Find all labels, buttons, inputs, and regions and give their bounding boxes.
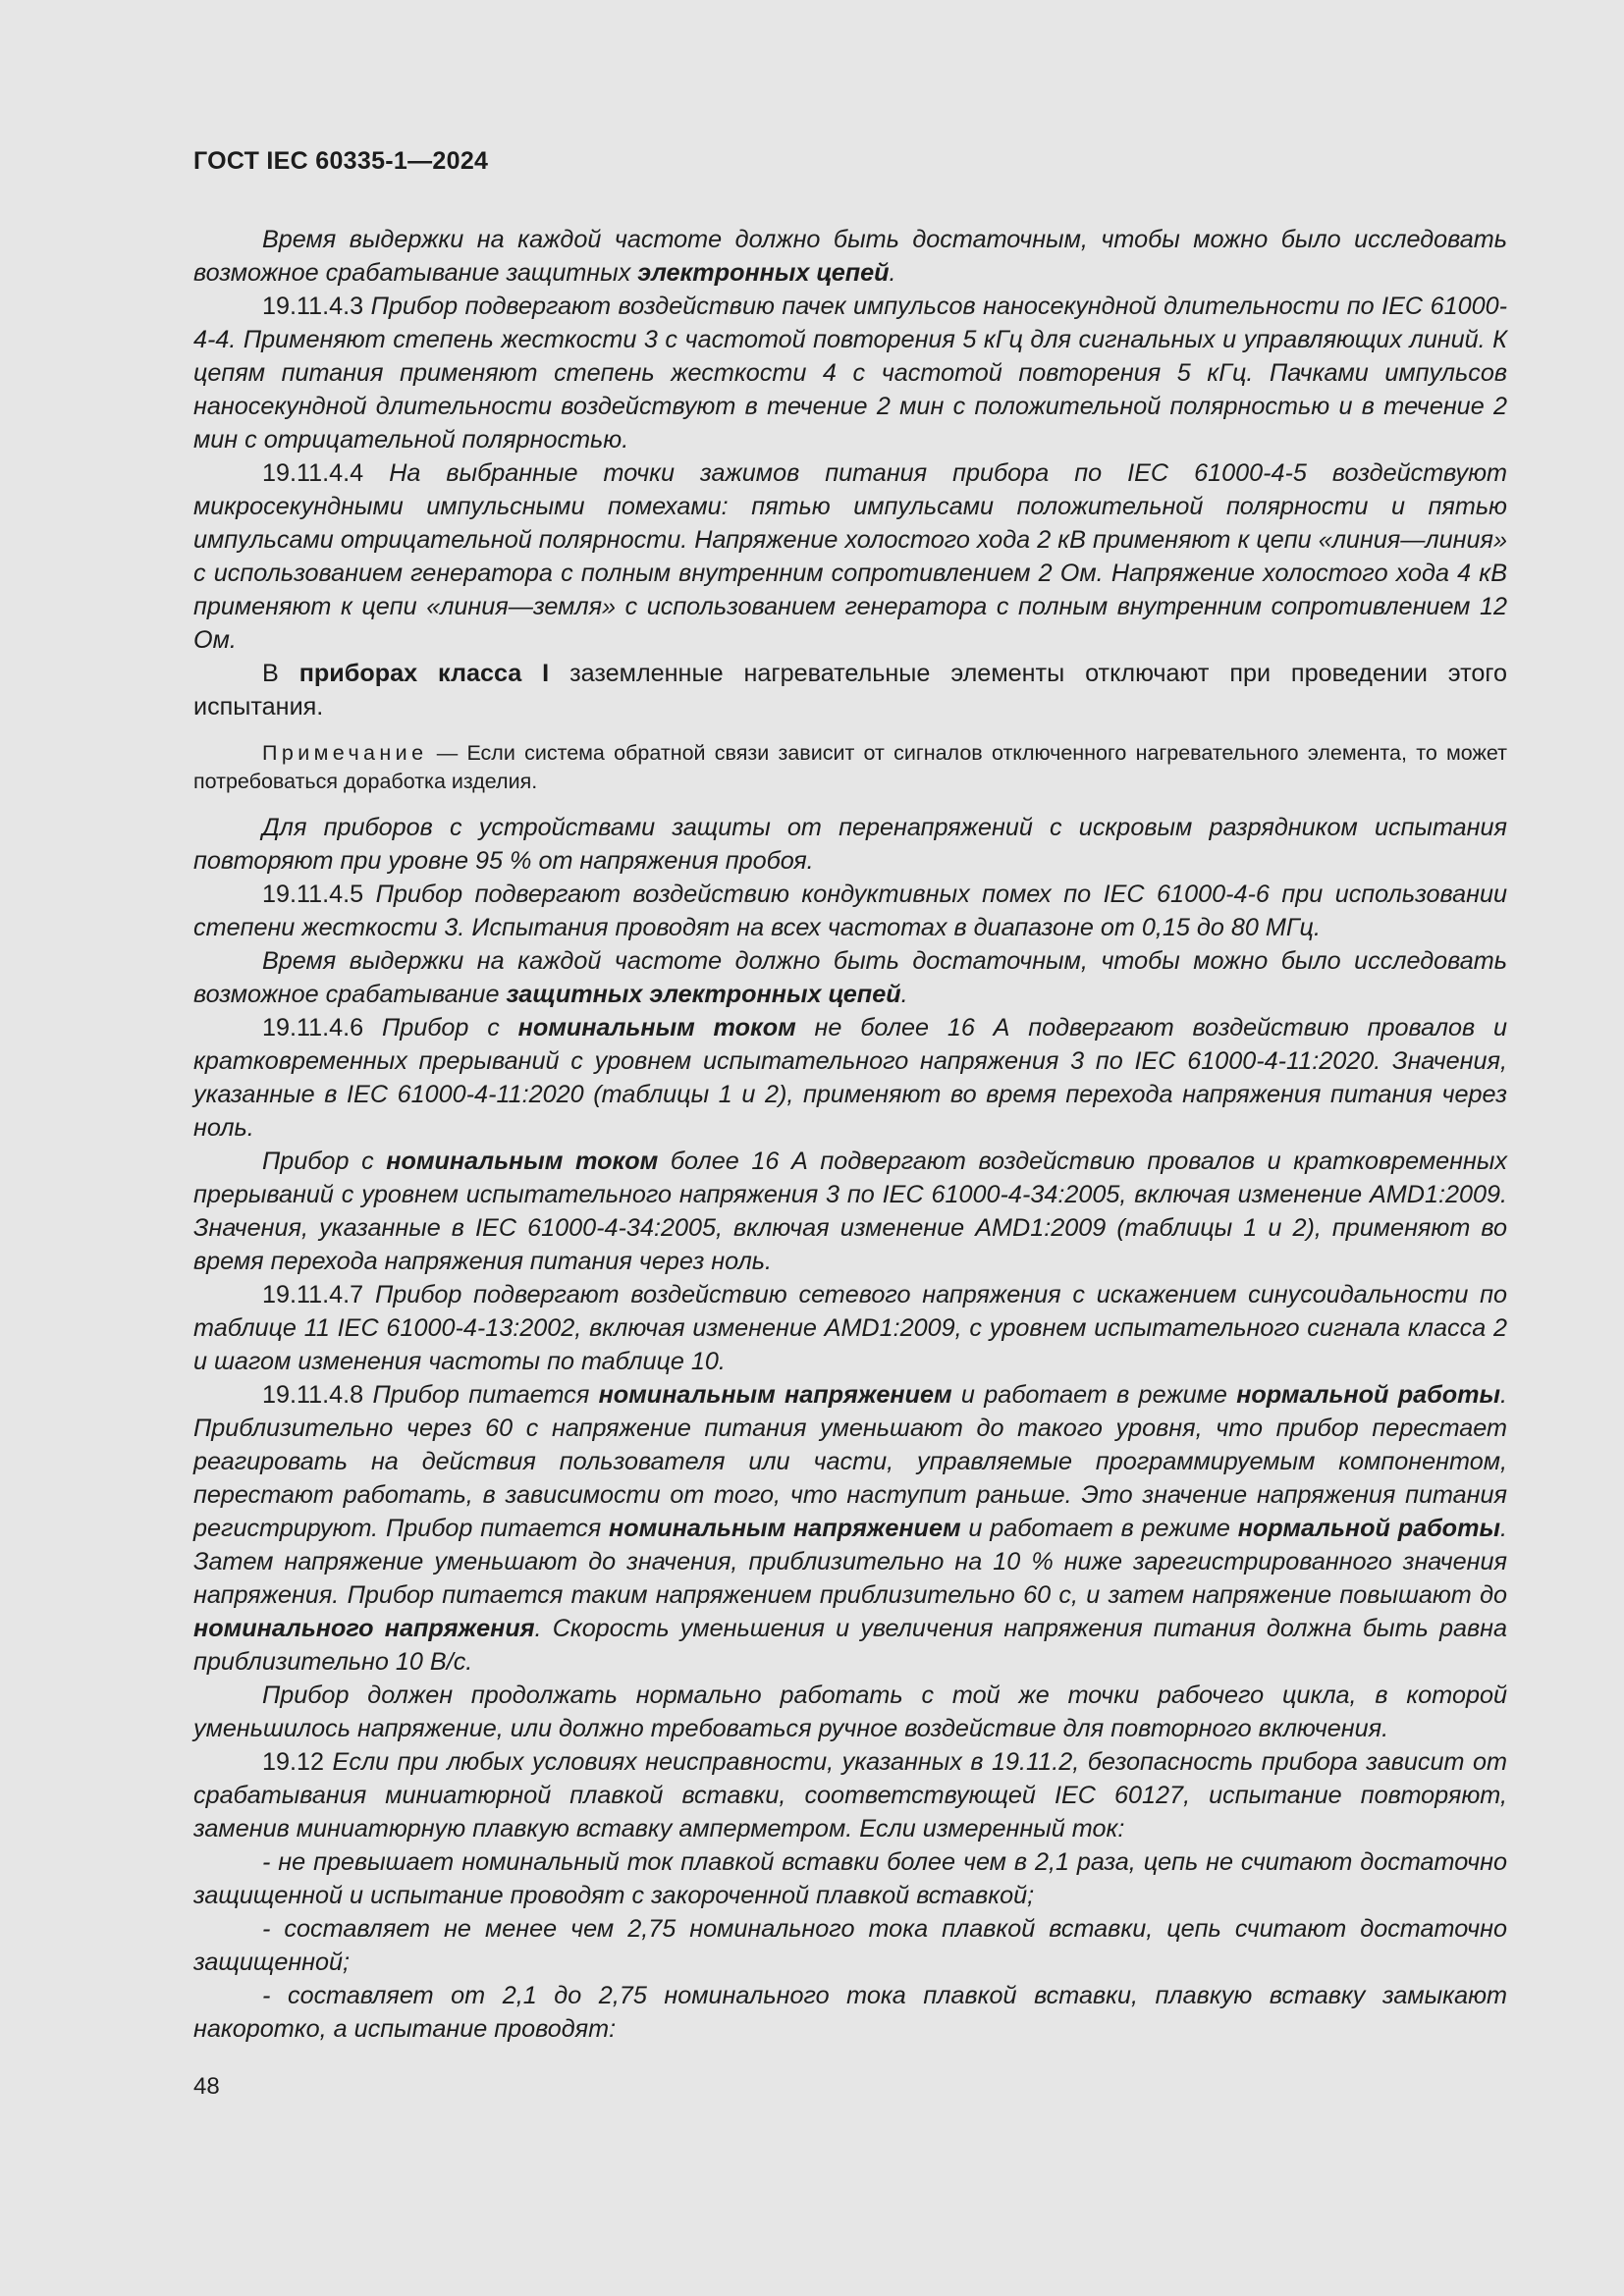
text-run: Время выдержки на каждой частоте должно быть достаточным, чтобы можно было исследовать возможное срабатывание защитных bbox=[193, 226, 1507, 287]
text-run: и работает в режиме bbox=[951, 1381, 1237, 1409]
document-header: ГОСТ IEC 60335-1—2024 bbox=[193, 147, 489, 175]
text-run: Для приборов с устройствами защиты от перенапряжений с искровым разрядником испытания повторяют при уровне 95 % от напряжения пробоя. bbox=[193, 814, 1507, 875]
text-run: . bbox=[889, 259, 896, 287]
clause-19-11-4-3 bbox=[193, 290, 1507, 456]
text-run: не более 16 А подвергают воздействию провалов и кратковременных прерываний с уровнем испытательного напряжения 3 по IEC 61000-4-11:2020. Значения, указанные в IEC 61000-4-11:2020 (таблицы 1 и 2), применяют во время перехода напряжения питания через ноль. bbox=[193, 1014, 1507, 1142]
paragraph bbox=[193, 944, 1507, 1011]
text-run: - не превышает номинальный ток плавкой вставки более чем в 2,1 раза, цепь не считают достаточно защищенной и испытание проводят с закороченной плавкой вставкой; bbox=[193, 1848, 1507, 1909]
paragraph bbox=[193, 1145, 1507, 1278]
note bbox=[193, 739, 1507, 796]
list-item bbox=[193, 1845, 1507, 1912]
text-run: Прибор подвергают воздействию сетевого напряжения с искажением синусоидальности по таблице 11 IEC 61000-4-13:2002, включая изменение AMD1:2009, с уровнем испытательного сигнала класса 2 и шагом изменения частоты по таблице 10. bbox=[193, 1281, 1507, 1375]
text-run: и работает в режиме bbox=[960, 1515, 1238, 1542]
list-item bbox=[193, 1979, 1507, 2046]
text-run: . Скорость уменьшения и увеличения напряжения питания должна быть равна приблизительно 10 В/с. bbox=[193, 1615, 1507, 1676]
note-text: Если система обратной связи зависит от сигналов отключенного нагревательного элемента, то может потребоваться доработка изделия. bbox=[193, 741, 1507, 793]
clause-19-11-4-5 bbox=[193, 878, 1507, 944]
text-run: Время выдержки на каждой частоте должно быть достаточным, чтобы можно было исследовать возможное срабатывание bbox=[193, 947, 1507, 1008]
text-run: Прибор с bbox=[262, 1148, 387, 1175]
text-run: - составляет не менее чем 2,75 номинального тока плавкой вставки, цепь считают достаточно защищенной; bbox=[193, 1915, 1507, 1976]
clause-number: 19.11.4.8 bbox=[262, 1381, 364, 1409]
note-dash: — bbox=[427, 741, 467, 765]
list-item bbox=[193, 1912, 1507, 1979]
defined-term: номинальным током bbox=[517, 1014, 796, 1041]
text-run: Если при любых условиях неисправности, указанных в 19.11.2, безопасность прибора зависит от срабатывания миниатюрной плавкой вставки, соответствующей IEC 60127, испытание повторяют, заменив миниатюрную плавкую вставку амперметром. Если измеренный ток: bbox=[193, 1748, 1507, 1842]
text-run: Прибор питается bbox=[363, 1381, 599, 1409]
clause-number: 19.11.4.6 bbox=[262, 1014, 364, 1041]
defined-term: номинальным напряжением bbox=[609, 1515, 961, 1542]
text-run: На выбранные точки зажимов питания прибора по IEC 61000-4-5 воздействуют микросекундными импульсными помехами: пятью импульсами положительной полярности и пятью импульсами отрицательной полярности. Напряжение холостого хода 2 кВ применяют к цепи «линия—линия» с использованием генератора с полным внутренним сопротивлением 2 Ом. Напряжение холостого хода 4 кВ применяют к цепи «линия—земля» с использованием генератора с полным внутренним сопротивлением 12 Ом. bbox=[193, 459, 1507, 654]
text-run: Прибор с bbox=[363, 1014, 518, 1041]
text-run: . bbox=[900, 981, 908, 1008]
paragraph bbox=[193, 811, 1507, 878]
text-run: - составляет от 2,1 до 2,75 номинального тока плавкой вставки, плавкую вставку замыкают накоротко, а испытание проводят: bbox=[193, 1982, 1507, 2043]
defined-term: электронных цепей bbox=[637, 259, 890, 287]
defined-term: защитных электронных цепей bbox=[506, 981, 901, 1008]
note-label: Примечание bbox=[262, 741, 428, 765]
clause-number: 19.11.4.7 bbox=[262, 1281, 364, 1308]
text-run: заземленные нагревательные элементы отключают при проведении этого испытания. bbox=[193, 660, 1507, 721]
defined-term: нормальной работы bbox=[1237, 1515, 1500, 1542]
text-run: В bbox=[262, 660, 299, 687]
paragraph bbox=[193, 1679, 1507, 1745]
defined-term: номинальным током bbox=[386, 1148, 659, 1175]
clause-number: 19.11.4.5 bbox=[262, 881, 364, 908]
text-run: более 16 А подвергают воздействию провалов и кратковременных прерываний с уровнем испытательного напряжения 3 по IEC 61000-4-34:2005, включая изменение AMD1:2009. Значения, указанные в IEC 61000-4-34:2005, включая изменение AMD1:2009 (таблицы 1 и 2), применяют во время перехода напряжения питания через ноль. bbox=[193, 1148, 1508, 1275]
page-number: 48 bbox=[193, 2073, 220, 2100]
clause-number: 19.11.4.3 bbox=[262, 293, 364, 320]
text-run: . Затем напряжение уменьшают до значения, приблизительно на 10 % ниже зарегистрированного значения напряжения. Прибор питается таким напряжением приблизительно 60 с, и затем напряжение повышают до bbox=[193, 1515, 1507, 1609]
clause-19-11-4-6 bbox=[193, 1011, 1507, 1145]
clause-number: 19.12 bbox=[262, 1748, 325, 1776]
defined-term: приборах класса I bbox=[298, 660, 550, 687]
clause-19-11-4-8 bbox=[193, 1378, 1507, 1679]
defined-term: нормальной работы bbox=[1236, 1381, 1500, 1409]
clause-19-12 bbox=[193, 1745, 1507, 1845]
defined-term: номинальным напряжением bbox=[598, 1381, 952, 1409]
clause-19-11-4-4 bbox=[193, 456, 1507, 657]
paragraph bbox=[193, 657, 1507, 723]
text-run: Прибор подвергают воздействию пачек импульсов наносекундной длительности по IEC 61000-4-4. Применяют степень жесткости 3 с частотой повторения 5 кГц для сигнальных и управляющих линий. К цепям питания применяют степень жесткости 4 с частотой повторения 5 кГц. Пачками импульсов наносекундной длительности воздействуют в течение 2 мин с положительной полярностью и в течение 2 мин с отрицательной полярностью. bbox=[193, 293, 1507, 454]
text-run: Прибор должен продолжать нормально работать с той же точки рабочего цикла, в которой уменьшилось напряжение, или должно требоваться ручное воздействие для повторного включения. bbox=[193, 1682, 1507, 1742]
text-run: Прибор подвергают воздействию кондуктивных помех по IEC 61000-4-6 при использовании степени жесткости 3. Испытания проводят на всех частотах в диапазоне от 0,15 до 80 МГц. bbox=[193, 881, 1507, 941]
paragraph bbox=[193, 223, 1507, 290]
clause-19-11-4-7 bbox=[193, 1278, 1507, 1378]
defined-term: номинального напряжения bbox=[193, 1615, 535, 1642]
document-body bbox=[193, 223, 1507, 2046]
clause-number: 19.11.4.4 bbox=[262, 459, 364, 487]
text-run: . Приблизительно через 60 с напряжение питания уменьшают до такого уровня, что прибор перестает реагировать на действия пользователя или части, управляемые программируемым компонентом, перестают работать, в зависимости от того, что наступит раньше. Это значение напряжения питания регистрируют. Прибор питается bbox=[193, 1381, 1507, 1542]
